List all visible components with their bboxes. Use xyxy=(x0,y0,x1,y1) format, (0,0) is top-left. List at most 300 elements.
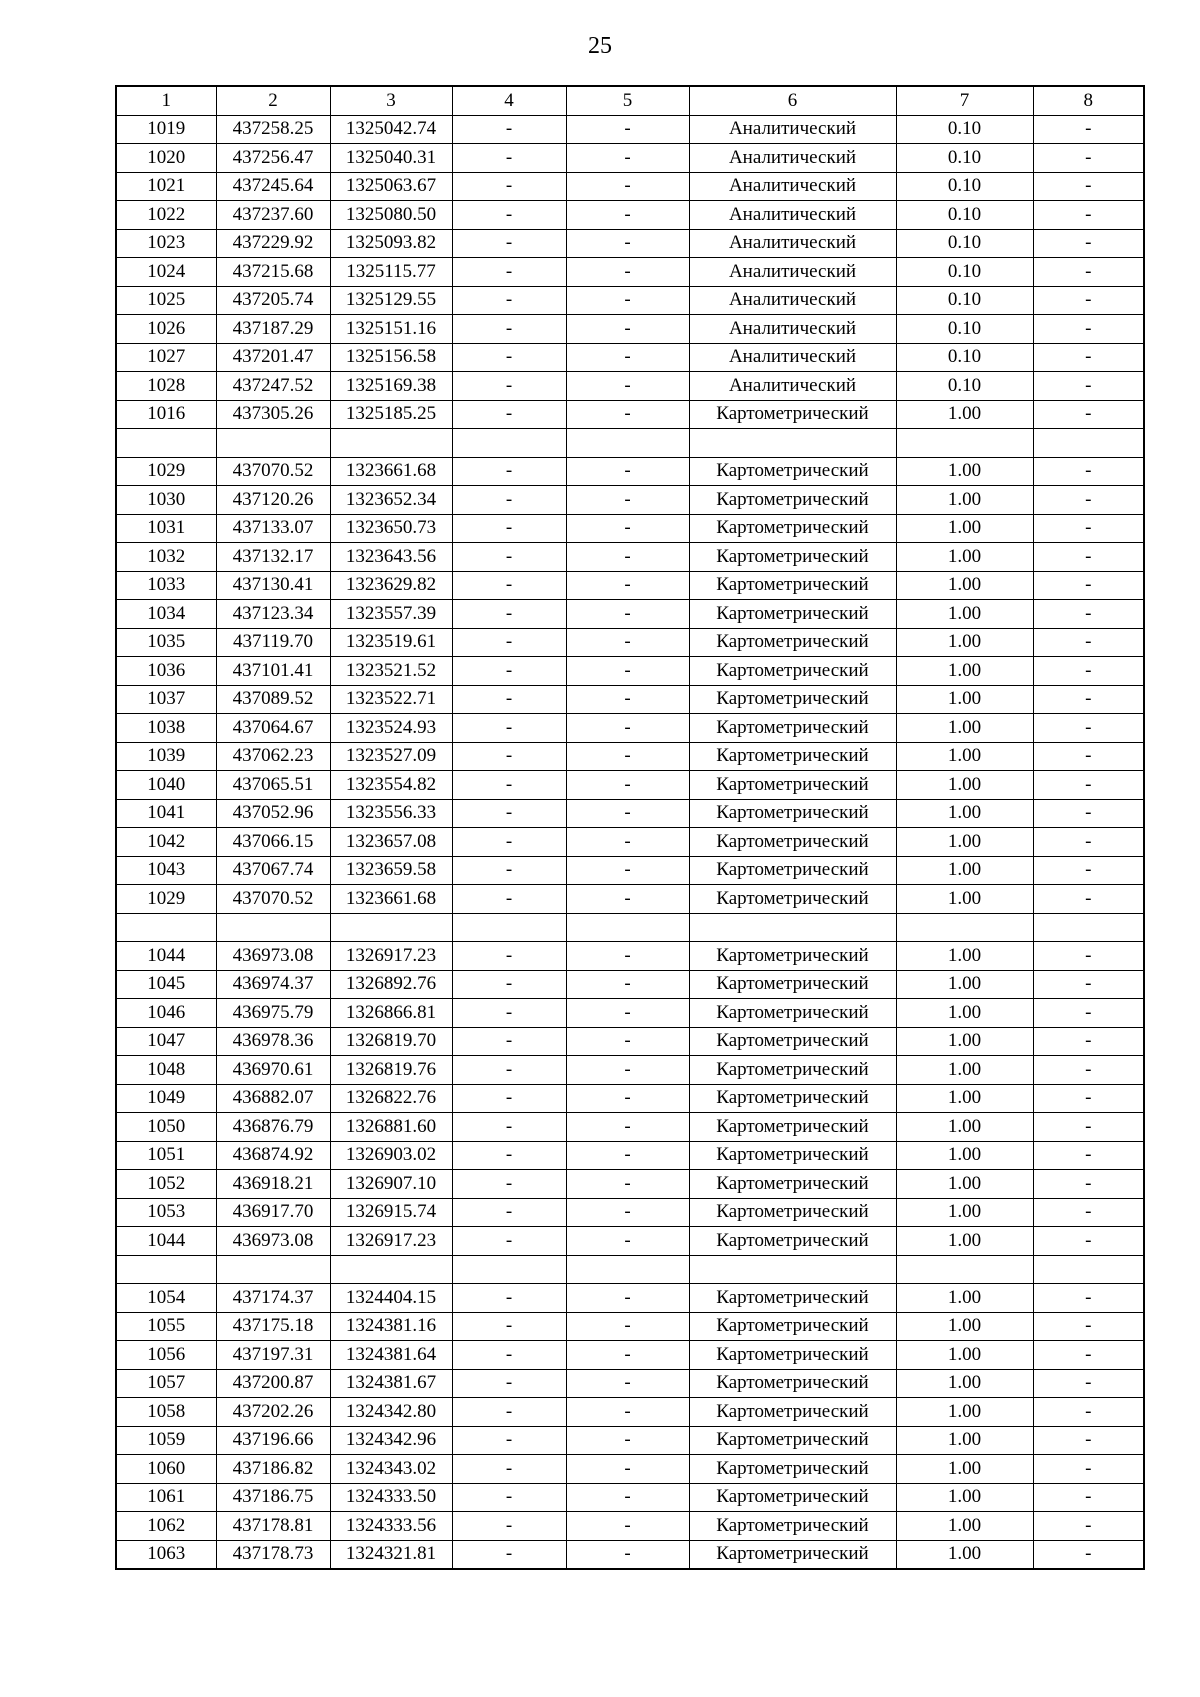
cell-x-coordinate: 437119.70 xyxy=(216,628,330,657)
cell-method: Аналитический xyxy=(689,172,896,201)
cell-point-number: 1049 xyxy=(116,1084,216,1113)
cell-y-coordinate: 1324343.02 xyxy=(330,1455,452,1484)
cell-col-8: - xyxy=(1033,1056,1144,1085)
cell-point-number: 1061 xyxy=(116,1483,216,1512)
cell-col-5: - xyxy=(566,343,689,372)
cell-col-4: - xyxy=(452,970,566,999)
cell-point-number: 1032 xyxy=(116,543,216,572)
cell-point-number: 1031 xyxy=(116,514,216,543)
cell-method: Аналитический xyxy=(689,286,896,315)
cell-col-4: - xyxy=(452,1027,566,1056)
cell-method: Аналитический xyxy=(689,229,896,258)
cell-accuracy: 1.00 xyxy=(896,571,1033,600)
table-row xyxy=(116,172,1144,201)
cell-method: Картометрический xyxy=(689,970,896,999)
cell-method: Картометрический xyxy=(689,799,896,828)
cell-method: Картометрический xyxy=(689,514,896,543)
cell-y-coordinate: 1323643.56 xyxy=(330,543,452,572)
table-row xyxy=(116,1113,1144,1142)
cell-y-coordinate: 1324404.15 xyxy=(330,1284,452,1313)
cell-method: Картометрический xyxy=(689,1170,896,1199)
cell-col-4: - xyxy=(452,1512,566,1541)
cell-col-4: - xyxy=(452,657,566,686)
cell-method xyxy=(689,429,896,458)
cell-col-4: - xyxy=(452,1312,566,1341)
cell-accuracy: 1.00 xyxy=(896,457,1033,486)
cell-col-8: - xyxy=(1033,628,1144,657)
cell-method: Картометрический xyxy=(689,1198,896,1227)
cell-col-8: - xyxy=(1033,1369,1144,1398)
cell-col-8: - xyxy=(1033,657,1144,686)
cell-col-5: - xyxy=(566,828,689,857)
cell-col-4: - xyxy=(452,258,566,287)
cell-method: Картометрический xyxy=(689,1141,896,1170)
cell-accuracy xyxy=(896,429,1033,458)
cell-method: Картометрический xyxy=(689,1426,896,1455)
cell-col-8: - xyxy=(1033,229,1144,258)
cell-point-number: 1025 xyxy=(116,286,216,315)
cell-col-4: - xyxy=(452,486,566,515)
cell-accuracy: 1.00 xyxy=(896,486,1033,515)
table-row xyxy=(116,1027,1144,1056)
cell-y-coordinate: 1325080.50 xyxy=(330,201,452,230)
cell-col-8: - xyxy=(1033,1312,1144,1341)
cell-col-5: - xyxy=(566,286,689,315)
cell-point-number: 1044 xyxy=(116,942,216,971)
cell-col-8: - xyxy=(1033,315,1144,344)
cell-col-8: - xyxy=(1033,144,1144,173)
cell-method: Картометрический xyxy=(689,856,896,885)
cell-y-coordinate: 1324342.96 xyxy=(330,1426,452,1455)
cell-x-coordinate: 437066.15 xyxy=(216,828,330,857)
cell-col-8: - xyxy=(1033,1426,1144,1455)
cell-method: Аналитический xyxy=(689,315,896,344)
table-row xyxy=(116,856,1144,885)
cell-point-number: 1028 xyxy=(116,372,216,401)
cell-x-coordinate xyxy=(216,429,330,458)
cell-x-coordinate: 437247.52 xyxy=(216,372,330,401)
cell-method: Картометрический xyxy=(689,1027,896,1056)
cell-accuracy: 1.00 xyxy=(896,1227,1033,1256)
column-header-method: 6 xyxy=(689,86,896,115)
cell-col-8 xyxy=(1033,1255,1144,1284)
cell-point-number: 1020 xyxy=(116,144,216,173)
cell-point-number: 1039 xyxy=(116,742,216,771)
cell-y-coordinate: 1323554.82 xyxy=(330,771,452,800)
cell-method: Картометрический xyxy=(689,457,896,486)
cell-accuracy: 1.00 xyxy=(896,799,1033,828)
cell-point-number: 1043 xyxy=(116,856,216,885)
cell-accuracy: 1.00 xyxy=(896,1198,1033,1227)
cell-point-number: 1022 xyxy=(116,201,216,230)
cell-col-5: - xyxy=(566,486,689,515)
cell-point-number: 1052 xyxy=(116,1170,216,1199)
table-body xyxy=(116,115,1144,1569)
cell-y-coordinate: 1324321.81 xyxy=(330,1540,452,1569)
cell-x-coordinate: 437123.34 xyxy=(216,600,330,629)
cell-y-coordinate: 1323521.52 xyxy=(330,657,452,686)
cell-col-4: - xyxy=(452,1455,566,1484)
cell-y-coordinate: 1324381.64 xyxy=(330,1341,452,1370)
cell-col-8: - xyxy=(1033,1113,1144,1142)
cell-y-coordinate: 1323522.71 xyxy=(330,685,452,714)
cell-accuracy: 1.00 xyxy=(896,742,1033,771)
cell-method: Аналитический xyxy=(689,144,896,173)
cell-x-coordinate: 437305.26 xyxy=(216,400,330,429)
cell-col-8: - xyxy=(1033,172,1144,201)
cell-accuracy: 0.10 xyxy=(896,115,1033,144)
cell-point-number: 1033 xyxy=(116,571,216,600)
cell-col-5: - xyxy=(566,970,689,999)
cell-method: Картометрический xyxy=(689,486,896,515)
cell-y-coordinate: 1326819.76 xyxy=(330,1056,452,1085)
cell-col-5: - xyxy=(566,372,689,401)
cell-x-coordinate: 437201.47 xyxy=(216,343,330,372)
cell-y-coordinate: 1325063.67 xyxy=(330,172,452,201)
cell-method: Аналитический xyxy=(689,201,896,230)
cell-col-8: - xyxy=(1033,543,1144,572)
cell-col-8: - xyxy=(1033,1540,1144,1569)
cell-accuracy: 1.00 xyxy=(896,1284,1033,1313)
cell-col-8: - xyxy=(1033,258,1144,287)
cell-x-coordinate: 436973.08 xyxy=(216,942,330,971)
cell-method: Картометрический xyxy=(689,1398,896,1427)
table-row xyxy=(116,714,1144,743)
cell-col-5: - xyxy=(566,1227,689,1256)
cell-col-8: - xyxy=(1033,286,1144,315)
cell-x-coordinate: 437132.17 xyxy=(216,543,330,572)
cell-method: Аналитический xyxy=(689,343,896,372)
cell-col-8: - xyxy=(1033,1227,1144,1256)
cell-col-4: - xyxy=(452,1227,566,1256)
cell-x-coordinate: 436974.37 xyxy=(216,970,330,999)
cell-x-coordinate: 436876.79 xyxy=(216,1113,330,1142)
cell-x-coordinate: 436917.70 xyxy=(216,1198,330,1227)
table-row xyxy=(116,1084,1144,1113)
cell-x-coordinate: 437101.41 xyxy=(216,657,330,686)
cell-x-coordinate: 437178.73 xyxy=(216,1540,330,1569)
cell-accuracy: 1.00 xyxy=(896,1369,1033,1398)
cell-method: Картометрический xyxy=(689,571,896,600)
cell-y-coordinate: 1326819.70 xyxy=(330,1027,452,1056)
table-row xyxy=(116,942,1144,971)
cell-method: Картометрический xyxy=(689,1455,896,1484)
cell-point-number: 1036 xyxy=(116,657,216,686)
cell-accuracy: 1.00 xyxy=(896,856,1033,885)
cell-col-8: - xyxy=(1033,201,1144,230)
cell-y-coordinate: 1326907.10 xyxy=(330,1170,452,1199)
cell-col-4: - xyxy=(452,828,566,857)
cell-col-4: - xyxy=(452,1483,566,1512)
cell-x-coordinate: 437197.31 xyxy=(216,1341,330,1370)
cell-accuracy: 0.10 xyxy=(896,172,1033,201)
cell-method: Картометрический xyxy=(689,543,896,572)
cell-accuracy: 1.00 xyxy=(896,828,1033,857)
coordinates-table xyxy=(115,85,1145,1570)
column-header-col-5: 5 xyxy=(566,86,689,115)
table-row xyxy=(116,571,1144,600)
cell-col-5: - xyxy=(566,1198,689,1227)
cell-point-number: 1035 xyxy=(116,628,216,657)
cell-accuracy: 1.00 xyxy=(896,400,1033,429)
cell-point-number: 1047 xyxy=(116,1027,216,1056)
cell-col-8: - xyxy=(1033,1027,1144,1056)
table-row xyxy=(116,1227,1144,1256)
cell-point-number: 1030 xyxy=(116,486,216,515)
cell-point-number: 1058 xyxy=(116,1398,216,1427)
table-row xyxy=(116,144,1144,173)
table-row xyxy=(116,1141,1144,1170)
cell-method: Картометрический xyxy=(689,1369,896,1398)
cell-y-coordinate: 1323659.58 xyxy=(330,856,452,885)
cell-x-coordinate: 437130.41 xyxy=(216,571,330,600)
table-row xyxy=(116,799,1144,828)
cell-point-number: 1029 xyxy=(116,457,216,486)
cell-y-coordinate: 1323661.68 xyxy=(330,885,452,914)
cell-col-8: - xyxy=(1033,1483,1144,1512)
cell-x-coordinate: 437215.68 xyxy=(216,258,330,287)
cell-col-8: - xyxy=(1033,400,1144,429)
table-row xyxy=(116,628,1144,657)
table-row xyxy=(116,1284,1144,1313)
cell-accuracy: 1.00 xyxy=(896,1170,1033,1199)
table-row xyxy=(116,1198,1144,1227)
cell-y-coordinate: 1325115.77 xyxy=(330,258,452,287)
cell-accuracy: 0.10 xyxy=(896,258,1033,287)
cell-accuracy: 1.00 xyxy=(896,543,1033,572)
table-row xyxy=(116,600,1144,629)
cell-y-coordinate: 1323519.61 xyxy=(330,628,452,657)
cell-col-4: - xyxy=(452,999,566,1028)
cell-accuracy: 1.00 xyxy=(896,771,1033,800)
cell-col-8 xyxy=(1033,913,1144,942)
cell-col-8: - xyxy=(1033,942,1144,971)
cell-accuracy: 1.00 xyxy=(896,1512,1033,1541)
cell-col-4: - xyxy=(452,742,566,771)
cell-point-number: 1054 xyxy=(116,1284,216,1313)
cell-col-5: - xyxy=(566,600,689,629)
table-row xyxy=(116,742,1144,771)
cell-method: Картометрический xyxy=(689,771,896,800)
table-row xyxy=(116,1483,1144,1512)
cell-col-4: - xyxy=(452,600,566,629)
cell-col-8: - xyxy=(1033,714,1144,743)
table-row xyxy=(116,486,1144,515)
cell-col-5: - xyxy=(566,628,689,657)
column-header-point-number: 1 xyxy=(116,86,216,115)
cell-y-coordinate: 1325093.82 xyxy=(330,229,452,258)
cell-col-5: - xyxy=(566,1056,689,1085)
cell-accuracy: 1.00 xyxy=(896,885,1033,914)
cell-col-4: - xyxy=(452,1426,566,1455)
cell-point-number: 1026 xyxy=(116,315,216,344)
cell-col-4: - xyxy=(452,1540,566,1569)
table-row xyxy=(116,1341,1144,1370)
cell-method: Картометрический xyxy=(689,685,896,714)
cell-col-4: - xyxy=(452,372,566,401)
cell-col-5: - xyxy=(566,258,689,287)
cell-col-4: - xyxy=(452,1113,566,1142)
cell-x-coordinate: 437174.37 xyxy=(216,1284,330,1313)
cell-col-5: - xyxy=(566,457,689,486)
cell-accuracy: 1.00 xyxy=(896,1312,1033,1341)
cell-col-5: - xyxy=(566,714,689,743)
cell-col-4: - xyxy=(452,1198,566,1227)
table-row-separator xyxy=(116,429,1144,458)
cell-method xyxy=(689,1255,896,1284)
cell-point-number: 1037 xyxy=(116,685,216,714)
cell-point-number: 1021 xyxy=(116,172,216,201)
cell-method: Картометрический xyxy=(689,400,896,429)
cell-y-coordinate: 1326903.02 xyxy=(330,1141,452,1170)
cell-col-5: - xyxy=(566,115,689,144)
table-row xyxy=(116,771,1144,800)
cell-col-4: - xyxy=(452,856,566,885)
cell-col-5: - xyxy=(566,1084,689,1113)
table-row xyxy=(116,685,1144,714)
cell-col-5: - xyxy=(566,201,689,230)
cell-col-4 xyxy=(452,913,566,942)
cell-x-coordinate: 436918.21 xyxy=(216,1170,330,1199)
cell-method: Картометрический xyxy=(689,999,896,1028)
cell-col-8: - xyxy=(1033,742,1144,771)
cell-y-coordinate: 1324342.80 xyxy=(330,1398,452,1427)
cell-x-coordinate: 437187.29 xyxy=(216,315,330,344)
cell-x-coordinate: 437200.87 xyxy=(216,1369,330,1398)
cell-col-8: - xyxy=(1033,343,1144,372)
cell-accuracy: 1.00 xyxy=(896,685,1033,714)
table-row xyxy=(116,543,1144,572)
cell-x-coordinate: 437120.26 xyxy=(216,486,330,515)
cell-y-coordinate: 1326822.76 xyxy=(330,1084,452,1113)
cell-col-8: - xyxy=(1033,1512,1144,1541)
cell-point-number: 1045 xyxy=(116,970,216,999)
table-row xyxy=(116,343,1144,372)
cell-x-coordinate: 437258.25 xyxy=(216,115,330,144)
cell-col-4: - xyxy=(452,115,566,144)
table-row xyxy=(116,885,1144,914)
cell-accuracy: 0.10 xyxy=(896,144,1033,173)
cell-col-4: - xyxy=(452,229,566,258)
cell-col-5: - xyxy=(566,229,689,258)
cell-col-4: - xyxy=(452,771,566,800)
cell-accuracy: 1.00 xyxy=(896,1398,1033,1427)
cell-accuracy: 1.00 xyxy=(896,942,1033,971)
cell-y-coordinate: 1325185.25 xyxy=(330,400,452,429)
cell-col-5: - xyxy=(566,1398,689,1427)
cell-x-coordinate xyxy=(216,1255,330,1284)
cell-col-8: - xyxy=(1033,1170,1144,1199)
cell-col-8: - xyxy=(1033,856,1144,885)
table-row xyxy=(116,1398,1144,1427)
cell-x-coordinate: 437196.66 xyxy=(216,1426,330,1455)
cell-method: Картометрический xyxy=(689,828,896,857)
cell-col-4: - xyxy=(452,1056,566,1085)
cell-col-5: - xyxy=(566,1455,689,1484)
cell-y-coordinate: 1326892.76 xyxy=(330,970,452,999)
cell-method: Картометрический xyxy=(689,628,896,657)
table-row xyxy=(116,1312,1144,1341)
cell-x-coordinate: 437065.51 xyxy=(216,771,330,800)
cell-col-5: - xyxy=(566,1284,689,1313)
cell-col-5: - xyxy=(566,1512,689,1541)
cell-y-coordinate: 1325151.16 xyxy=(330,315,452,344)
cell-col-8: - xyxy=(1033,1141,1144,1170)
cell-accuracy: 1.00 xyxy=(896,628,1033,657)
cell-col-4: - xyxy=(452,1284,566,1313)
cell-method: Картометрический xyxy=(689,885,896,914)
page-number: 25 xyxy=(588,33,612,59)
cell-y-coordinate: 1325042.74 xyxy=(330,115,452,144)
cell-col-5: - xyxy=(566,885,689,914)
cell-point-number xyxy=(116,1255,216,1284)
cell-y-coordinate: 1323657.08 xyxy=(330,828,452,857)
cell-col-4: - xyxy=(452,885,566,914)
cell-y-coordinate xyxy=(330,1255,452,1284)
cell-y-coordinate: 1326881.60 xyxy=(330,1113,452,1142)
cell-accuracy xyxy=(896,913,1033,942)
cell-x-coordinate: 436970.61 xyxy=(216,1056,330,1085)
cell-col-5: - xyxy=(566,315,689,344)
cell-y-coordinate: 1324381.16 xyxy=(330,1312,452,1341)
cell-col-4: - xyxy=(452,799,566,828)
cell-col-4: - xyxy=(452,201,566,230)
cell-x-coordinate: 436882.07 xyxy=(216,1084,330,1113)
cell-y-coordinate: 1324333.50 xyxy=(330,1483,452,1512)
cell-method: Картометрический xyxy=(689,1512,896,1541)
cell-x-coordinate: 437052.96 xyxy=(216,799,330,828)
cell-y-coordinate: 1326917.23 xyxy=(330,1227,452,1256)
cell-method: Картометрический xyxy=(689,1056,896,1085)
cell-col-4: - xyxy=(452,343,566,372)
table-row xyxy=(116,1455,1144,1484)
cell-x-coordinate: 437229.92 xyxy=(216,229,330,258)
cell-accuracy xyxy=(896,1255,1033,1284)
cell-col-8: - xyxy=(1033,571,1144,600)
cell-col-5: - xyxy=(566,1141,689,1170)
cell-y-coordinate: 1323661.68 xyxy=(330,457,452,486)
cell-point-number: 1050 xyxy=(116,1113,216,1142)
cell-method: Аналитический xyxy=(689,115,896,144)
cell-col-5: - xyxy=(566,1483,689,1512)
cell-col-8: - xyxy=(1033,885,1144,914)
cell-accuracy: 1.00 xyxy=(896,1056,1033,1085)
cell-col-8 xyxy=(1033,429,1144,458)
cell-point-number: 1060 xyxy=(116,1455,216,1484)
cell-col-5: - xyxy=(566,1369,689,1398)
cell-point-number: 1024 xyxy=(116,258,216,287)
cell-col-8: - xyxy=(1033,115,1144,144)
cell-col-5: - xyxy=(566,1341,689,1370)
cell-accuracy: 1.00 xyxy=(896,600,1033,629)
cell-accuracy: 1.00 xyxy=(896,657,1033,686)
cell-col-4 xyxy=(452,1255,566,1284)
cell-method: Картометрический xyxy=(689,657,896,686)
cell-col-8: - xyxy=(1033,372,1144,401)
cell-point-number: 1034 xyxy=(116,600,216,629)
cell-x-coordinate: 437256.47 xyxy=(216,144,330,173)
cell-accuracy: 0.10 xyxy=(896,201,1033,230)
cell-x-coordinate: 437202.26 xyxy=(216,1398,330,1427)
cell-y-coordinate: 1323652.34 xyxy=(330,486,452,515)
table-row xyxy=(116,657,1144,686)
cell-col-4: - xyxy=(452,685,566,714)
table-row xyxy=(116,315,1144,344)
cell-y-coordinate: 1324381.67 xyxy=(330,1369,452,1398)
cell-x-coordinate: 437186.75 xyxy=(216,1483,330,1512)
cell-accuracy: 1.00 xyxy=(896,514,1033,543)
cell-point-number xyxy=(116,429,216,458)
